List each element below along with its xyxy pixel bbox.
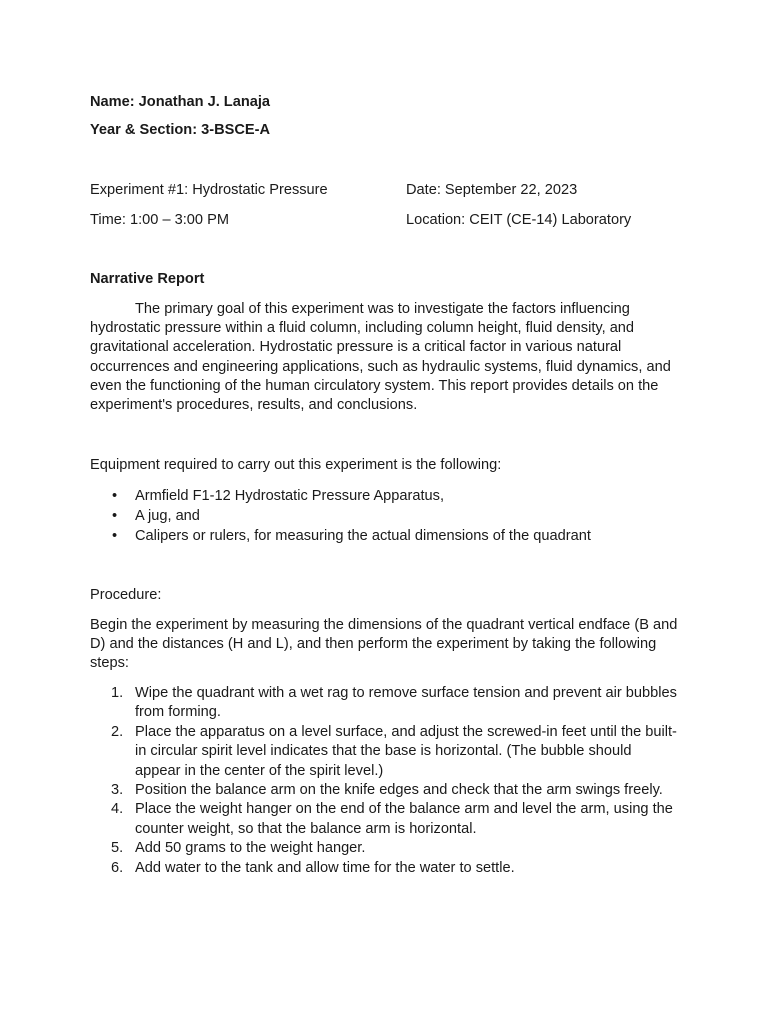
list-item: 1. Wipe the quadrant with a wet rag to remove surface tension and prevent air bubbles from forming. [111, 685, 677, 721]
narrative-paragraph: The primary goal of this experiment was to investigate the factors influencing hydrostatic pressure within a fluid column, including column height, fluid density, and gravitational acceleration. Hydrostatic pressure is a critical factor in various natural occurrences and engineering applications, such as hydraulic systems, fluid dynamics, and even the functioning of the human circulatory system. This report provides details on the experiment's procedures, results, and conclusions. [90, 301, 671, 414]
narrative-section [90, 300, 680, 415]
experiment-date: Date: September 22, 2023 [406, 182, 578, 198]
list-item: • Armfield F1-12 Hydrostatic Pressure Apparatus, [112, 488, 445, 504]
procedure-steps [90, 684, 680, 878]
equipment-intro: Equipment required to carry out this experiment is the following: [90, 457, 502, 473]
bullet-icon: • [112, 508, 118, 524]
student-name: Name: Jonathan J. Lanaja [90, 94, 271, 110]
list-item: • A jug, and [112, 508, 200, 524]
list-item: 3. Position the balance arm on the knife edges and check that the arm swings freely. [111, 782, 663, 799]
year-section: Year & Section: 3-BSCE-A [90, 122, 271, 138]
bullet-icon: • [112, 528, 118, 544]
procedure-heading: Procedure: [90, 587, 162, 603]
procedure-intro: Begin the experiment by measuring the dimensions of the quadrant vertical endface (B and D) and the distances (H and L), and then perform the experiment by taking the following steps: [90, 617, 678, 672]
list-item: 6. Add water to the tank and allow time for the water to settle. [111, 859, 515, 876]
list-item: 4. Place the weight hanger on the end of the balance arm and level the arm, using the counter weight, so that the balance arm is horizontal. [111, 801, 673, 837]
experiment-time: Time: 1:00 – 3:00 PM [90, 212, 229, 228]
list-item: 2. Place the apparatus on a level surface, and adjust the screwed-in feet until the built-in circular spirit level indicates that the base is horizontal. (The bubble should appear in the center of the spirit level.) [111, 723, 677, 779]
experiment-title: Experiment #1: Hydrostatic Pressure [90, 182, 328, 198]
experiment-location: Location: CEIT (CE-14) Laboratory [406, 212, 632, 228]
list-item: 5. Add 50 grams to the weight hanger. [111, 840, 366, 857]
list-item: • Calipers or rulers, for measuring the actual dimensions of the quadrant [112, 528, 591, 544]
narrative-heading: Narrative Report [90, 271, 205, 287]
equipment-list [90, 486, 591, 546]
bullet-icon: • [112, 488, 118, 504]
